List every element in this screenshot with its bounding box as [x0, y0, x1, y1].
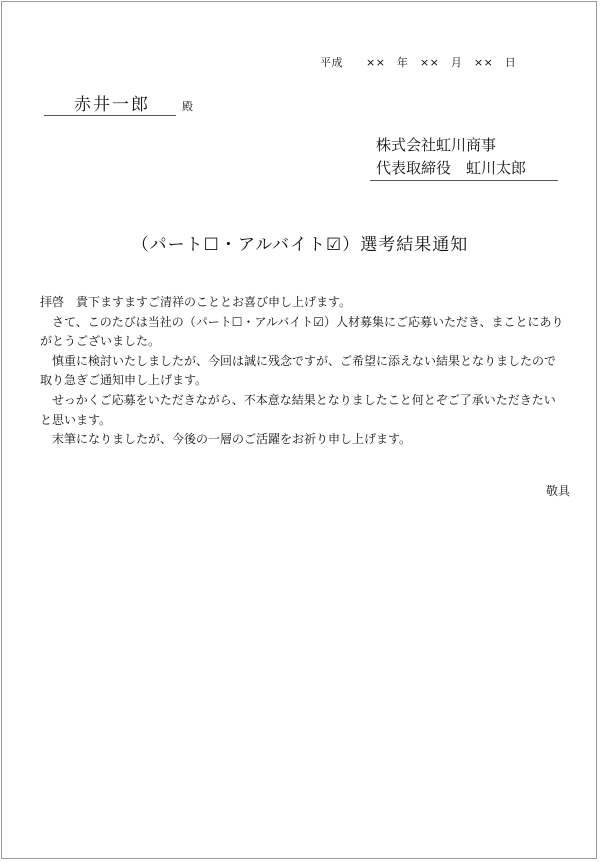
- recipient-line: [44, 88, 176, 116]
- letter-date: 平成 ×× 年 ×× 月 ×× 日: [320, 56, 517, 69]
- letter-page: [1, 1, 597, 859]
- body-paragraph-2: 慎重に検討いたしましたが、今回は誠に残念ですが、ご希望に添えない結果となりましたので取り急ぎご通知申し上げます。: [40, 353, 557, 388]
- closing-word: 敬具: [545, 484, 570, 498]
- sender-representative: 代表取締役 虹川太郎: [376, 159, 527, 177]
- letter-body: [40, 293, 564, 450]
- recipient-name: 赤井一郎: [74, 95, 150, 115]
- recipient-honorific: 殿: [182, 100, 193, 113]
- letter-title: （パート☐・アルバイト☑）選考結果通知: [131, 235, 469, 255]
- body-paragraph-3: せっかくご応募をいただきながら、不本意な結果となりましたこと何とぞご了承いただきたいと思います。: [40, 392, 556, 427]
- sender-block: [370, 134, 558, 181]
- body-paragraph-4: 末筆になりましたが、今後の一層のご活躍をお祈り申し上げます。: [52, 432, 412, 447]
- greeting-paragraph: 拝啓 貴下ますますご清祥のこととお喜び申し上げます。: [40, 295, 352, 309]
- sender-company: 株式会社虹川商事: [376, 136, 497, 154]
- body-paragraph-1: さて、このたびは当社の（パート☐・アルバイト☑）人材募集にご応募いただき、まことにありがとうございました。: [40, 314, 564, 349]
